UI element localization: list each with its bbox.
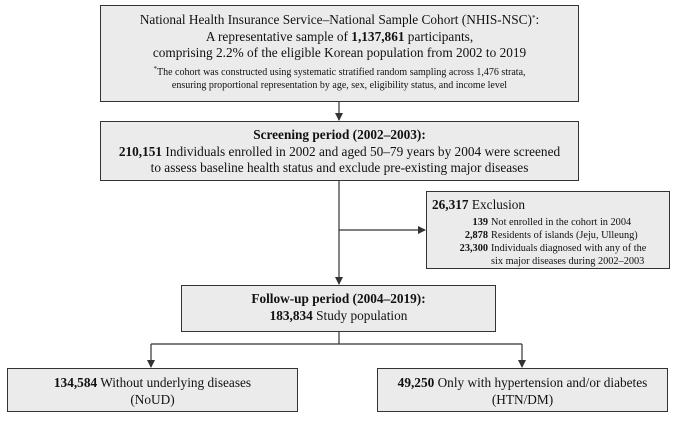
footnote-marker: * <box>531 14 536 22</box>
followup-box <box>181 285 496 332</box>
noud-abbrev: (NoUD) <box>130 391 175 407</box>
screening-count: 210,151 Individuals enrolled in 2002 and aged 50–79 years by 2004 were screened <box>118 143 561 159</box>
exclusion-box <box>426 191 670 269</box>
exclusion-item-cont: six major diseases during 2002–2003 <box>491 256 645 267</box>
screening-purpose: to assess baseline health status and exclude pre-existing major diseases <box>150 160 529 175</box>
screening-box <box>100 121 579 181</box>
htndm-count: 49,250 Only with hypertension and/or diabetes <box>397 375 648 390</box>
cohort-population-share: comprising 2.2% of the eligible Korean population from 2002 to 2019 <box>152 45 527 60</box>
noud-count: 134,584 Without underlying diseases <box>53 375 252 390</box>
exclusion-item: 139 Not enrolled in the cohort in 2004 <box>472 217 632 228</box>
exclusion-total: 26,317 Exclusion <box>432 197 526 212</box>
exclusion-item: 2,878 Residents of islands (Jeju, Ulleung) <box>464 230 638 241</box>
cohort-footnote-cont: ensuring proportional representation by age, sex, eligibility status, and income level <box>171 80 508 91</box>
htndm-box <box>377 368 668 412</box>
cohort-sample-size: A representative sample of 1,137,861 participants, <box>205 28 474 44</box>
htndm-abbrev: (HTN/DM) <box>491 391 554 407</box>
noud-box <box>7 368 298 412</box>
cohort-box <box>100 5 579 102</box>
screening-title: Screening period (2002–2003): <box>253 127 426 142</box>
exclusion-item: 23,300 Individuals diagnosed with any of the <box>459 243 647 254</box>
followup-count: 183,834 Study population <box>269 307 408 323</box>
cohort-footnote: *The cohort was constructed using systematic stratified random sampling across 1,476 strata, <box>153 64 526 78</box>
cohort-title: National Health Insurance Service–National Sample Cohort (NHIS-NSC)*: <box>139 12 540 27</box>
followup-title: Follow-up period (2004–2019): <box>251 291 426 306</box>
